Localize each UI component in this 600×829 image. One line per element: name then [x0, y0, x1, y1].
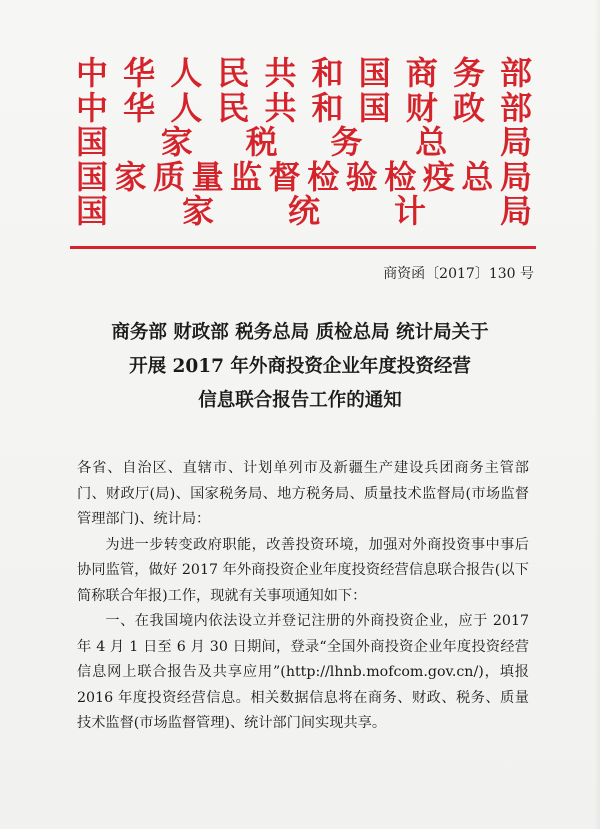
- org-char: 疫: [422, 157, 455, 196]
- org-char: 部: [499, 54, 532, 92]
- org-char: 国: [76, 192, 109, 230]
- org-char: 民: [217, 54, 250, 92]
- org-char: 人: [170, 54, 203, 92]
- org-char: 国: [358, 88, 391, 127]
- title-line-1: 商务部 财政部 税务总局 质检总局 统计局关于: [111, 322, 489, 343]
- org-line-aqsiq: [76, 157, 532, 196]
- scan-shadow-edge: [594, 0, 600, 829]
- org-char: 验: [345, 157, 378, 196]
- recipients-paragraph: 各省、自治区、直辖市、计划单列市及新疆生产建设兵团商务主管部门、财政厅(局)、国家税务局、地方税务局、质量技术监督局(市场监督管理部门)、统计局：: [77, 460, 529, 527]
- org-char: 中: [76, 88, 109, 127]
- org-char: 家: [181, 192, 214, 230]
- org-char: 税: [245, 123, 278, 161]
- red-divider-line: [70, 246, 536, 249]
- org-char: 和: [311, 54, 344, 92]
- document-number: 商资函〔2017〕130 号: [383, 266, 534, 282]
- notice-body: [77, 456, 529, 737]
- issuing-authorities-header: [76, 56, 532, 229]
- org-char: 局: [499, 123, 532, 161]
- org-char: 和: [311, 88, 344, 127]
- org-char: 督: [268, 157, 301, 196]
- title-line-3: 信息联合报告工作的通知: [198, 390, 402, 411]
- org-char: 共: [264, 88, 297, 127]
- org-char: 总: [461, 157, 494, 196]
- org-char: 监: [230, 157, 263, 196]
- org-char: 中: [76, 54, 109, 92]
- org-line-sat: [76, 125, 532, 160]
- title-line-2: 开展 2017 年外商投资企业年度投资经营: [129, 356, 471, 377]
- org-char: 华: [123, 88, 156, 127]
- org-char: 质: [153, 157, 186, 196]
- org-line-mof: [76, 88, 532, 127]
- body-paragraph-1: 为进一步转变政府职能，改善投资环境，加强对外商投资事中事后协同监管，做好 2017 年外商投资企业年度投资经营信息联合报告(以下简称联合年报)工作，现就有关事项通知如下：: [77, 536, 529, 604]
- org-char: 商: [405, 54, 438, 92]
- org-char: 国: [358, 54, 391, 92]
- org-char: 政: [452, 88, 485, 127]
- org-char: 国: [76, 157, 109, 196]
- org-char: 局: [499, 192, 532, 230]
- org-char: 部: [499, 88, 532, 127]
- org-char: 检: [307, 157, 340, 196]
- org-line-nbs: [76, 194, 532, 229]
- org-char: 量: [191, 157, 224, 196]
- org-char: 计: [393, 192, 426, 230]
- org-char: 务: [452, 54, 485, 92]
- org-char: 华: [123, 54, 156, 92]
- org-char: 共: [264, 54, 297, 92]
- org-char: 务: [330, 123, 363, 161]
- org-char: 统: [287, 192, 320, 230]
- org-char: 民: [217, 88, 250, 127]
- body-paragraph-2: 一、在我国境内依法设立并登记注册的外商投资企业，应于 2017 年 4 月 1 日至 6 月 30 日期间，登录“全国外商投资企业年度投资经营信息网上联合报告及共享应用”(http://lhnb.mofcom.gov.cn/)，填报 2016 年度投资经营信息。相关数据信息将在商务、财政、税务、质量技术监督(市场监督管理)、统计部门间实现共享。: [77, 613, 529, 731]
- org-char: 国: [76, 123, 109, 161]
- org-char: 总: [415, 123, 448, 161]
- notice-title: [40, 316, 560, 418]
- org-char: 人: [170, 88, 203, 127]
- org-char: 财: [405, 88, 438, 127]
- org-char: 家: [160, 123, 193, 161]
- org-char: 家: [114, 157, 147, 196]
- org-line-mofcom: [76, 56, 532, 91]
- org-char: 局: [499, 157, 532, 196]
- org-char: 检: [384, 157, 417, 196]
